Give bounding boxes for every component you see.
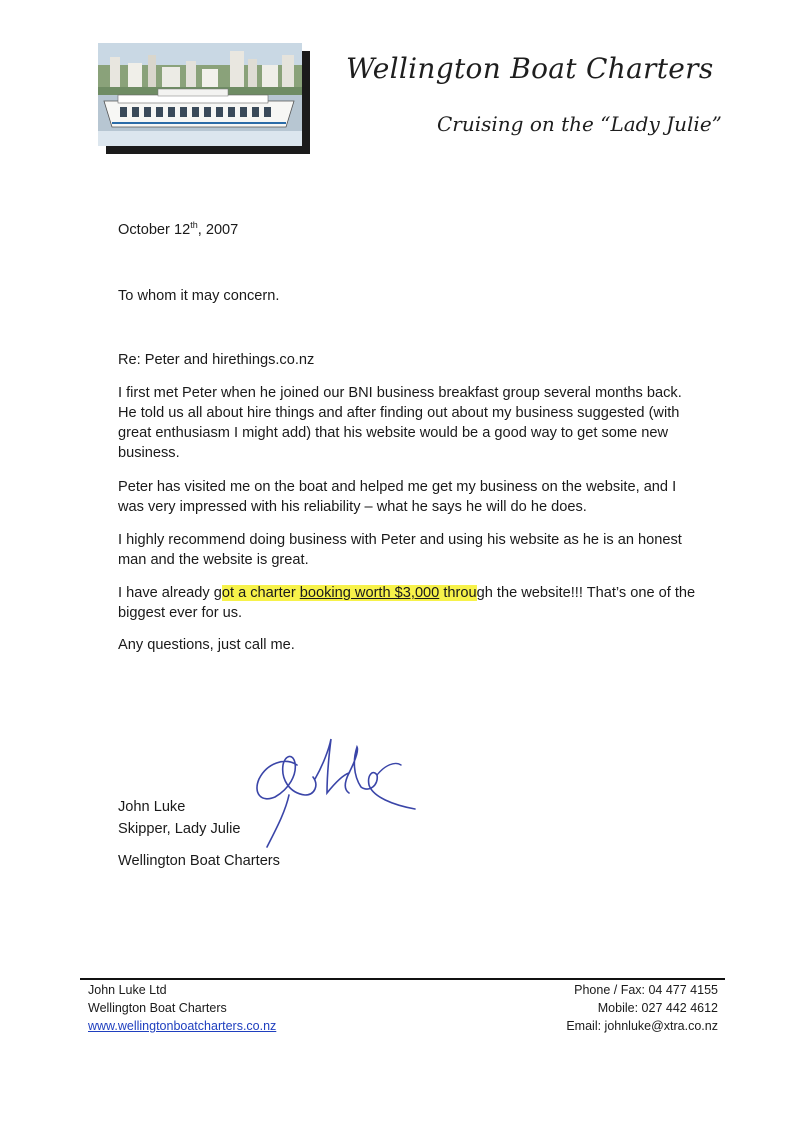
highlighted-text: ot a charter booking worth $3,000 throu	[221, 585, 477, 601]
website-link[interactable]: www.wellingtonboatcharters.co.nz	[88, 1019, 277, 1033]
harbour-boat-photo-icon	[98, 43, 302, 146]
handwritten-signature-icon	[245, 735, 420, 850]
body-paragraph-4: I have already got a charter booking worth $3,000 through the website!!! That’s one of the biggest ever for us.	[118, 585, 696, 621]
company-tagline: Cruising on the “Lady Julie”	[437, 112, 722, 136]
footer-email: Email: johnluke@xtra.co.nz	[566, 1019, 718, 1033]
signer-title: Skipper, Lady Julie	[118, 821, 241, 837]
subject-line: Re: Peter and hirethings.co.nz	[118, 352, 315, 368]
closing-line: Any questions, just call me.	[118, 637, 295, 653]
footer-company-info	[88, 981, 276, 1035]
footer-contact-info	[566, 981, 718, 1035]
signer-company: Wellington Boat Charters	[118, 853, 280, 869]
body-paragraph-3: I highly recommend doing business with Peter and using his website as he is an honest man and the website is great.	[118, 532, 682, 568]
signer-name: John Luke	[118, 799, 186, 815]
salutation: To whom it may concern.	[118, 288, 280, 304]
company-title: Wellington Boat Charters	[346, 52, 714, 85]
footer-mobile: Mobile: 027 442 4612	[597, 1001, 718, 1015]
footer-phone: Phone / Fax: 04 477 4155	[574, 983, 718, 997]
letter-date: October 12th, 2007	[118, 220, 239, 238]
body-paragraph-2: Peter has visited me on the boat and helped me get my business on the website, and I was very impressed with his reliability – what he says he will do he does.	[118, 479, 677, 515]
footer-company-line: John Luke Ltd	[88, 983, 167, 997]
footer-trading-name: Wellington Boat Charters	[88, 1001, 227, 1015]
body-paragraph-1: I first met Peter when he joined our BNI business breakfast group several months back. He told us all about hire things and after finding out about my business suggested (with great enthusiasm I might add) that his website would be a good way to get some new business.	[118, 385, 682, 461]
footer-divider	[80, 978, 725, 980]
